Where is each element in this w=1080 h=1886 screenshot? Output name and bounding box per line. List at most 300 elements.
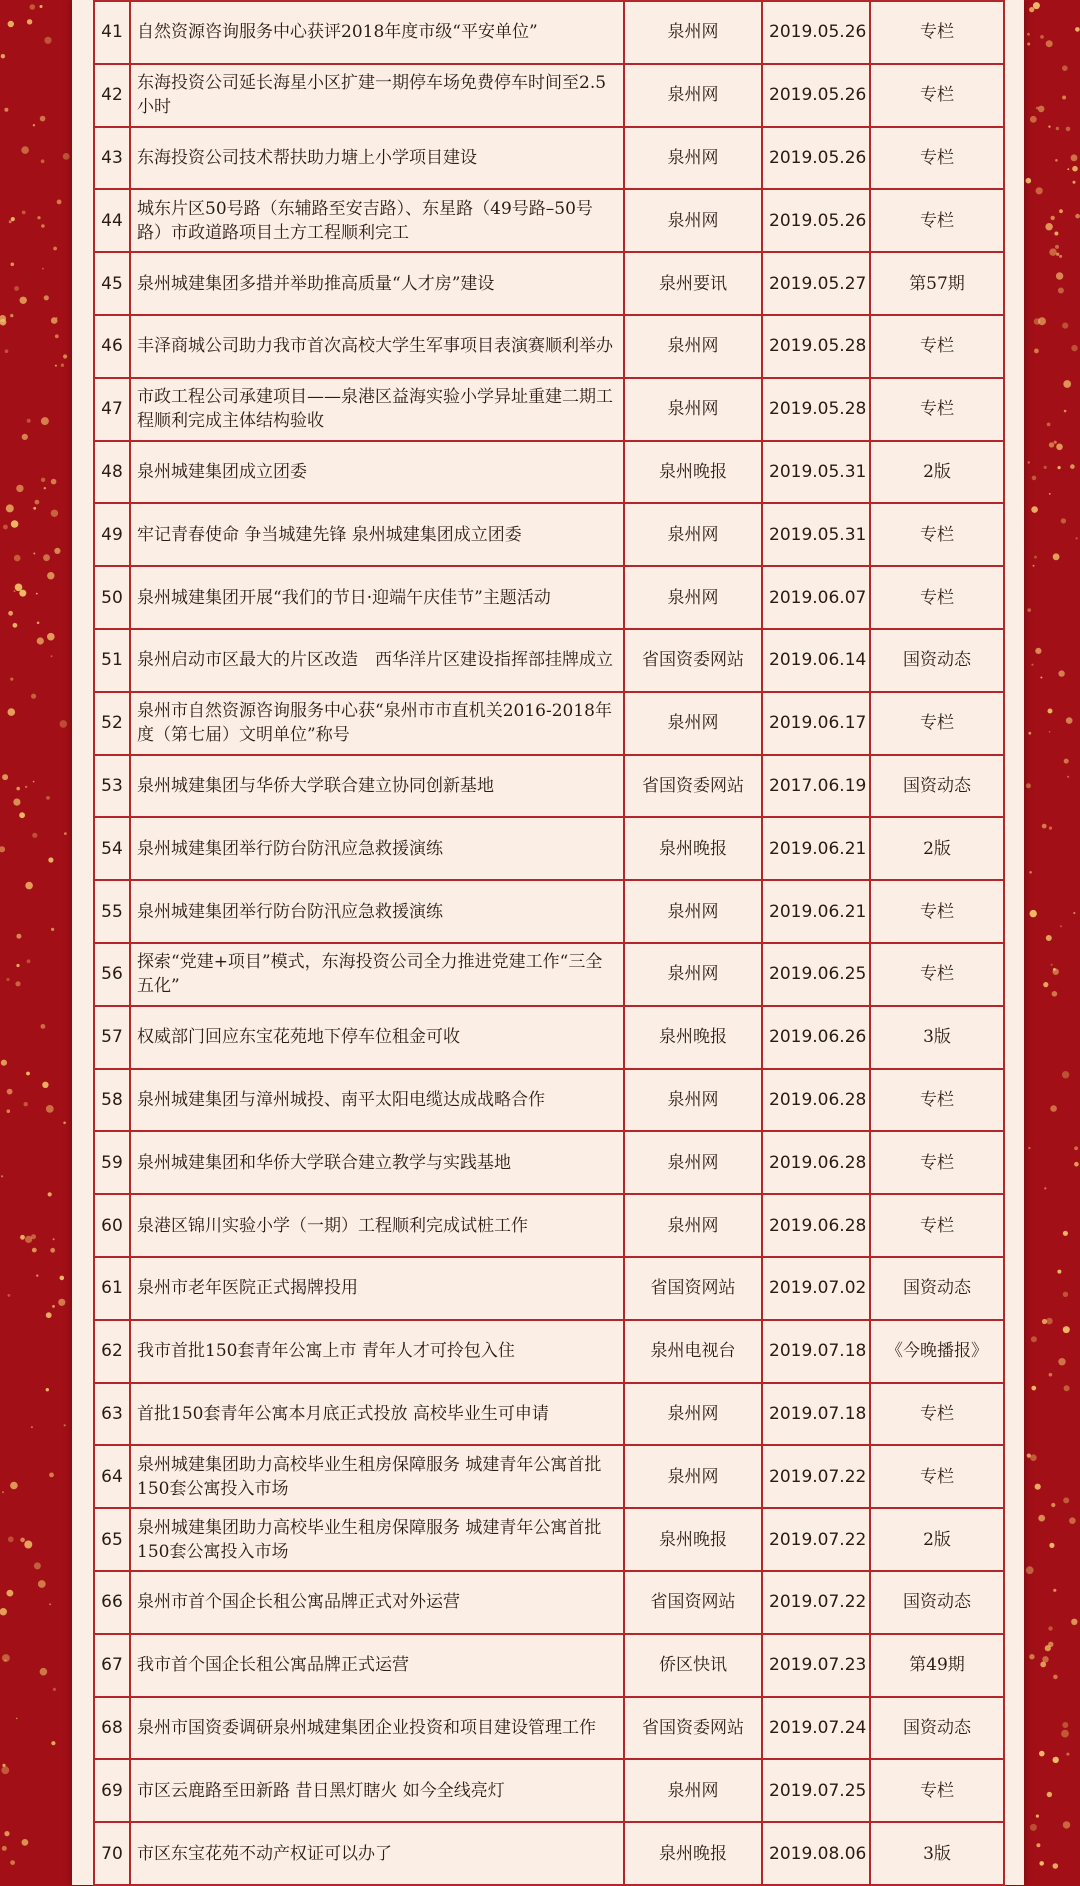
- column-name: 专栏: [870, 1069, 1004, 1132]
- sparkle-dot: [1034, 349, 1039, 354]
- sparkle-dot: [10, 314, 13, 317]
- article-title: 丰泽商城公司助力我市首次高校大学生军事项目表演赛顺利举办: [130, 315, 624, 378]
- sparkle-dot: [19, 812, 25, 818]
- row-number: 48: [94, 441, 130, 504]
- sparkle-dot: [1075, 27, 1080, 32]
- publish-date: 2019.08.06: [762, 1822, 870, 1885]
- media-source: 泉州网: [624, 189, 762, 252]
- sparkle-dot: [33, 553, 35, 555]
- article-title: 我市首批150套青年公寓上市 青年人才可拎包入住: [130, 1320, 624, 1383]
- sparkle-dot: [10, 1860, 15, 1865]
- sparkle-dot: [1057, 1270, 1061, 1274]
- sparkle-dot: [54, 548, 60, 554]
- sparkle-dot: [58, 1299, 65, 1306]
- publish-date: 2019.05.26: [762, 127, 870, 190]
- sparkle-dot: [1048, 126, 1050, 128]
- publish-date: 2019.05.28: [762, 378, 870, 441]
- sparkle-dot: [2, 1846, 7, 1851]
- article-title: 市区云鹿路至田新路 昔日黑灯瞎火 如今全线亮灯: [130, 1759, 624, 1822]
- article-title: 泉州市老年医院正式揭牌投用: [130, 1257, 624, 1320]
- publish-date: 2019.05.28: [762, 315, 870, 378]
- article-title: 泉州城建集团多措并举助推高质量“人才房”建设: [130, 252, 624, 315]
- table-row: [94, 503, 1004, 566]
- sparkle-dot: [50, 1248, 55, 1253]
- sparkle-dot: [1026, 1566, 1034, 1574]
- sparkle-dot: [8, 708, 16, 716]
- sparkle-dot: [1042, 1656, 1048, 1662]
- sparkle-dot: [11, 520, 19, 528]
- sparkle-dot: [10, 678, 13, 681]
- sparkle-dot: [7, 1109, 11, 1113]
- media-source: 泉州电视台: [624, 1320, 762, 1383]
- sparkle-dot: [41, 224, 45, 228]
- sparkle-dot: [51, 479, 57, 485]
- row-number: 58: [94, 1069, 130, 1132]
- sparkle-dot: [1062, 323, 1068, 329]
- sparkle-dot: [1029, 1654, 1034, 1659]
- publish-date: 2019.05.27: [762, 252, 870, 315]
- publish-date: 2019.07.18: [762, 1383, 870, 1446]
- article-title: 东海投资公司技术帮扶助力塘上小学项目建设: [130, 127, 624, 190]
- sparkle-dot: [48, 857, 53, 862]
- article-title: 东海投资公司延长海星小区扩建一期停车场免费停车时间至2.5小时: [130, 64, 624, 127]
- sparkle-dot: [61, 364, 64, 367]
- sparkle-dot: [1053, 968, 1056, 971]
- sparkle-dot: [1074, 1146, 1078, 1150]
- sparkle-dot: [1053, 1589, 1056, 1592]
- sparkle-dot: [53, 1238, 55, 1240]
- table-row: [94, 1320, 1004, 1383]
- table-row: [94, 1069, 1004, 1132]
- table-row: [94, 189, 1004, 252]
- media-source: 泉州网: [624, 1759, 762, 1822]
- sparkle-dot: [1056, 444, 1063, 451]
- sparkle-dot: [1032, 476, 1037, 481]
- sparkle-dot: [4, 108, 8, 112]
- column-name: 3版: [870, 1822, 1004, 1885]
- column-name: 专栏: [870, 1445, 1004, 1508]
- media-source: 泉州网: [624, 943, 762, 1006]
- sparkle-dot: [20, 297, 27, 304]
- sparkle-dot: [1044, 466, 1047, 469]
- media-source: 泉州晚报: [624, 1822, 762, 1885]
- article-title: 市区东宝花苑不动产权证可以办了: [130, 1822, 624, 1885]
- media-source: 泉州网: [624, 378, 762, 441]
- sparkle-dot: [40, 1668, 48, 1676]
- media-source: 泉州网: [624, 315, 762, 378]
- column-name: 专栏: [870, 1383, 1004, 1446]
- publish-date: 2019.07.22: [762, 1571, 870, 1634]
- row-number: 59: [94, 1131, 130, 1194]
- sparkle-dot: [1035, 1484, 1041, 1490]
- table-row: [94, 1634, 1004, 1697]
- sparkle-dot: [1028, 461, 1030, 463]
- media-source: 泉州网: [624, 1445, 762, 1508]
- table-row: [94, 252, 1004, 315]
- sparkle-dot: [44, 487, 46, 489]
- sparkle-dot: [1071, 345, 1077, 351]
- sparkle-dot: [35, 500, 40, 505]
- sparkle-dot: [5, 349, 9, 353]
- sparkle-dot: [2, 1654, 10, 1662]
- sparkle-dot: [1058, 466, 1061, 469]
- table-row: [94, 880, 1004, 943]
- article-title: 市政工程公司承建项目——泉港区益海实验小学异址重建二期工程顺利完成主体结构验收: [130, 378, 624, 441]
- publish-date: 2019.07.22: [762, 1445, 870, 1508]
- sparkle-dot: [1029, 871, 1032, 874]
- sparkle-dot: [22, 1839, 29, 1846]
- sparkle-dot: [34, 1562, 41, 1569]
- column-name: 2版: [870, 817, 1004, 880]
- sparkle-dot: [22, 211, 26, 215]
- sparkle-dot: [41, 417, 49, 425]
- sparkle-dot: [1074, 1162, 1079, 1167]
- row-number: 47: [94, 378, 130, 441]
- row-number: 57: [94, 1006, 130, 1069]
- sparkle-dot: [1056, 127, 1059, 130]
- column-name: 专栏: [870, 880, 1004, 943]
- sparkle-dot: [31, 1426, 33, 1428]
- sparkle-dot: [1067, 168, 1069, 170]
- sparkle-dot: [1052, 991, 1058, 997]
- sparkle-dot: [1040, 677, 1042, 679]
- article-title: 泉州城建集团开展“我们的节日·迎端午庆佳节”主题活动: [130, 566, 624, 629]
- sparkle-dot: [1062, 96, 1066, 100]
- sparkle-dot: [1059, 209, 1063, 213]
- sparkle-dot: [42, 268, 44, 270]
- media-source: 省国资网站: [624, 1571, 762, 1634]
- sparkle-dot: [16, 1718, 18, 1720]
- media-source: 泉州要讯: [624, 252, 762, 315]
- column-name: 专栏: [870, 1131, 1004, 1194]
- column-name: 专栏: [870, 64, 1004, 127]
- sparkle-dot: [26, 1072, 30, 1076]
- sparkle-dot: [1049, 1543, 1054, 1548]
- column-name: 专栏: [870, 1194, 1004, 1257]
- sparkle-dot: [2, 774, 8, 780]
- sparkle-dot: [47, 572, 54, 579]
- sparkle-dot: [55, 334, 59, 338]
- sparkle-dot: [30, 4, 36, 10]
- column-name: 专栏: [870, 692, 1004, 755]
- sparkle-dot: [1046, 40, 1053, 47]
- publish-date: 2019.07.23: [762, 1634, 870, 1697]
- sparkle-dot: [1061, 1730, 1069, 1738]
- sparkle-dot: [1030, 1824, 1037, 1831]
- sparkle-dot: [1049, 248, 1056, 255]
- sparkle-dot: [31, 694, 36, 699]
- publish-date: 2019.06.21: [762, 817, 870, 880]
- sparkle-dot: [1048, 1626, 1052, 1630]
- row-number: 65: [94, 1508, 130, 1571]
- sparkle-dot: [1062, 1071, 1069, 1078]
- column-name: 《今晚播报》: [870, 1320, 1004, 1383]
- publish-date: 2019.06.07: [762, 566, 870, 629]
- sparkle-dot: [11, 217, 15, 221]
- sparkle-dot: [1064, 1385, 1070, 1391]
- sparkle-dot: [1051, 216, 1055, 220]
- row-number: 52: [94, 692, 130, 755]
- media-source: 泉州晚报: [624, 1508, 762, 1571]
- sparkle-dot: [1049, 827, 1052, 830]
- sparkle-dot: [1029, 7, 1034, 12]
- media-source: 泉州网: [624, 503, 762, 566]
- column-name: 2版: [870, 441, 1004, 504]
- sparkle-dot: [1036, 1843, 1040, 1847]
- table-row: [94, 1194, 1004, 1257]
- sparkle-dot: [55, 365, 57, 367]
- row-number: 41: [94, 1, 130, 64]
- sparkle-dot: [8, 611, 13, 616]
- sparkle-dot: [1031, 664, 1033, 666]
- row-number: 44: [94, 189, 130, 252]
- sparkle-dot: [14, 590, 16, 592]
- sparkle-dot: [64, 832, 67, 835]
- media-source: 泉州网: [624, 1069, 762, 1132]
- sparkle-dot: [1036, 107, 1039, 110]
- sparkle-dot: [48, 1192, 52, 1196]
- row-number: 54: [94, 817, 130, 880]
- table-body: [94, 1, 1004, 1885]
- sparkle-dot: [1053, 1863, 1059, 1869]
- sparkle-dot: [1073, 181, 1076, 184]
- sparkle-dot: [6, 504, 14, 512]
- publish-date: 2019.06.26: [762, 1006, 870, 1069]
- sparkle-dot: [2, 1764, 5, 1767]
- media-source: 泉州网: [624, 880, 762, 943]
- sparkle-dot: [36, 593, 38, 595]
- column-name: 专栏: [870, 566, 1004, 629]
- table-row: [94, 943, 1004, 1006]
- sparkle-dot: [1059, 255, 1062, 258]
- article-title: 泉州城建集团与漳州城投、南平太阳电缆达成战略合作: [130, 1069, 624, 1132]
- sparkle-dot: [53, 247, 57, 251]
- sparkle-dot: [24, 1541, 32, 1549]
- column-name: 专栏: [870, 315, 1004, 378]
- sparkle-dot: [20, 1538, 25, 1543]
- sparkle-dot: [15, 584, 23, 592]
- sparkle-dot: [63, 153, 70, 160]
- sparkle-dot: [32, 833, 37, 838]
- sparkle-dot: [1058, 288, 1064, 294]
- publish-date: 2019.06.28: [762, 1069, 870, 1132]
- sparkle-dot: [1066, 717, 1073, 724]
- row-number: 53: [94, 755, 130, 818]
- sparkle-dot: [1, 1060, 7, 1066]
- sparkle-dot: [1073, 912, 1075, 914]
- sparkle-dot: [1049, 731, 1051, 733]
- sparkle-dot: [27, 19, 32, 24]
- sparkle-dot: [1061, 518, 1066, 523]
- article-title: 泉州城建集团助力高校毕业生租房保障服务 城建青年公寓首批150套公寓投入市场: [130, 1508, 624, 1571]
- sparkle-dot: [1, 1175, 3, 1177]
- article-title: 泉州城建集团举行防台防汛应急救援演练: [130, 817, 624, 880]
- sparkle-dot: [44, 37, 51, 44]
- sparkle-dot: [1027, 33, 1030, 36]
- media-source: 省国资委网站: [624, 629, 762, 692]
- article-title: 泉州城建集团成立团委: [130, 441, 624, 504]
- sparkle-dot: [1067, 776, 1069, 778]
- sparkle-dot: [60, 1276, 65, 1281]
- column-name: 第57期: [870, 252, 1004, 315]
- sparkle-dot: [13, 623, 18, 628]
- row-number: 50: [94, 566, 130, 629]
- row-number: 62: [94, 1320, 130, 1383]
- sparkle-dot: [15, 981, 20, 986]
- publish-date: 2019.05.26: [762, 64, 870, 127]
- sparkle-dot: [25, 786, 27, 788]
- sparkle-dot: [1075, 214, 1080, 219]
- article-title: 探索“党建+项目”模式，东海投资公司全力推进党建工作“三全五化”: [130, 943, 624, 1006]
- sparkle-dot: [1026, 178, 1032, 184]
- sparkle-dot: [27, 959, 31, 963]
- sparkle-dot: [1060, 925, 1062, 927]
- column-name: 国资动态: [870, 1257, 1004, 1320]
- article-title: 泉州启动市区最大的片区改造 西华洋片区建设指挥部挂牌成立: [130, 629, 624, 692]
- column-name: 国资动态: [870, 629, 1004, 692]
- sparkle-dot: [1063, 1497, 1069, 1503]
- article-title: 泉州市自然资源咨询服务中心获“泉州市市直机关2016-2018年度（第七届）文明单位”称号: [130, 692, 624, 755]
- publish-date: 2019.05.26: [762, 189, 870, 252]
- publish-date: 2019.05.31: [762, 441, 870, 504]
- article-title: 我市首个国企长租公寓品牌正式运营: [130, 1634, 624, 1697]
- sparkle-dot: [33, 507, 36, 510]
- sparkle-dot: [14, 286, 19, 291]
- table-row: [94, 817, 1004, 880]
- column-name: 第49期: [870, 1634, 1004, 1697]
- article-title: 牢记青春使命 争当城建先锋 泉州城建集团成立团委: [130, 503, 624, 566]
- column-name: 专栏: [870, 127, 1004, 190]
- sparkle-dot: [1062, 1722, 1068, 1728]
- sparkle-dot: [49, 1603, 51, 1605]
- sparkle-dot: [1028, 732, 1031, 735]
- publish-date: 2019.07.18: [762, 1320, 870, 1383]
- article-title: 泉州市国资委调研泉州城建集团企业投资和项目建设管理工作: [130, 1697, 624, 1760]
- table-row: [94, 566, 1004, 629]
- media-source: 泉州网: [624, 1194, 762, 1257]
- sparkle-dot: [27, 419, 31, 423]
- publish-date: 2019.07.24: [762, 1697, 870, 1760]
- sparkle-dot: [1071, 154, 1078, 161]
- sparkle-dot: [1031, 1336, 1037, 1342]
- table-row: [94, 755, 1004, 818]
- article-title: 权威部门回应东宝花苑地下停车位租金可收: [130, 1006, 624, 1069]
- column-name: 专栏: [870, 189, 1004, 252]
- sparkle-dot: [2, 1491, 4, 1493]
- article-title: 泉州城建集团与华侨大学联合建立协同创新基地: [130, 755, 624, 818]
- sparkle-dot: [1051, 1503, 1055, 1507]
- media-source: 省国资网站: [624, 1257, 762, 1320]
- article-title: 城东片区50号路（东辅路至安吉路）、东星路（49号路–50号路）市政道路项目土方工程顺利完工: [130, 189, 624, 252]
- sparkle-dot: [1066, 1753, 1069, 1756]
- sparkle-dot: [1054, 441, 1057, 444]
- article-title: 泉州城建集团助力高校毕业生租房保障服务 城建青年公寓首批150套公寓投入市场: [130, 1445, 624, 1508]
- sparkle-dot: [22, 434, 28, 440]
- row-number: 42: [94, 64, 130, 127]
- sparkle-dot: [1055, 159, 1058, 162]
- sparkle-dot: [41, 1024, 46, 1029]
- sparkle-dot: [63, 354, 67, 358]
- sparkle-dot: [1034, 556, 1037, 559]
- article-title: 自然资源咨询服务中心获评2018年度市级“平安单位”: [130, 1, 624, 64]
- row-number: 70: [94, 1822, 130, 1885]
- row-number: 64: [94, 1445, 130, 1508]
- sparkle-dot: [33, 124, 35, 126]
- media-source: 泉州网: [624, 1131, 762, 1194]
- sparkle-dot: [1027, 43, 1030, 46]
- sparkle-dot: [1047, 1792, 1052, 1797]
- row-number: 60: [94, 1194, 130, 1257]
- sparkle-dot: [1064, 410, 1067, 413]
- sparkle-dot: [1, 54, 5, 58]
- column-name: 专栏: [870, 943, 1004, 1006]
- sparkle-dot: [42, 1082, 48, 1088]
- sparkle-dot: [1053, 1757, 1059, 1763]
- sparkle-dot: [1049, 442, 1054, 447]
- sparkle-dot: [1072, 166, 1078, 172]
- row-number: 55: [94, 880, 130, 943]
- sparkle-dot: [1027, 1454, 1031, 1458]
- sparkle-dot: [1064, 759, 1069, 764]
- sparkle-dot: [1051, 964, 1053, 966]
- sparkle-dot: [38, 1580, 46, 1588]
- row-number: 63: [94, 1383, 130, 1446]
- sparkle-dot: [36, 1275, 38, 1277]
- row-number: 66: [94, 1571, 130, 1634]
- sparkle-dot: [1031, 1386, 1036, 1391]
- media-source: 泉州网: [624, 566, 762, 629]
- sparkle-dot: [1058, 670, 1064, 676]
- sparkle-dot: [7, 1294, 10, 1297]
- sparkle-dot: [1030, 116, 1037, 123]
- publish-date: 2019.06.14: [762, 629, 870, 692]
- sparkle-dot: [1054, 232, 1058, 236]
- column-name: 专栏: [870, 378, 1004, 441]
- sparkle-dot: [13, 799, 20, 806]
- publish-date: 2019.06.28: [762, 1131, 870, 1194]
- table-row: [94, 1006, 1004, 1069]
- sparkle-dot: [1042, 1319, 1047, 1324]
- media-source: 省国资委网站: [624, 1697, 762, 1760]
- sparkle-dot: [1, 1766, 9, 1774]
- sparkle-dot: [1049, 1373, 1053, 1377]
- publish-date: 2019.06.17: [762, 692, 870, 755]
- sparkle-dot: [51, 1741, 55, 1745]
- table-row: [94, 1131, 1004, 1194]
- sparkle-dot: [51, 510, 58, 517]
- sparkle-dot: [19, 590, 26, 597]
- sparkle-dot: [6, 1590, 13, 1597]
- sparkle-dot: [1076, 537, 1078, 539]
- news-coverage-table: [93, 0, 1005, 1886]
- row-number: 69: [94, 1759, 130, 1822]
- sparkle-dot: [1031, 506, 1038, 513]
- media-source: 泉州网: [624, 127, 762, 190]
- sparkle-dot: [1033, 565, 1035, 567]
- sparkle-dot: [53, 1688, 56, 1691]
- sparkle-dot: [8, 21, 14, 27]
- sparkle-dot: [1063, 1821, 1070, 1828]
- sparkle-dot: [37, 216, 40, 219]
- sparkle-dot: [51, 928, 54, 931]
- sparkle-dot: [1038, 1515, 1045, 1522]
- row-number: 49: [94, 503, 130, 566]
- sparkle-dot: [0, 1608, 7, 1615]
- media-source: 泉州晚报: [624, 441, 762, 504]
- sparkle-dot: [49, 1473, 54, 1478]
- table-row: [94, 441, 1004, 504]
- sparkle-dot: [46, 796, 50, 800]
